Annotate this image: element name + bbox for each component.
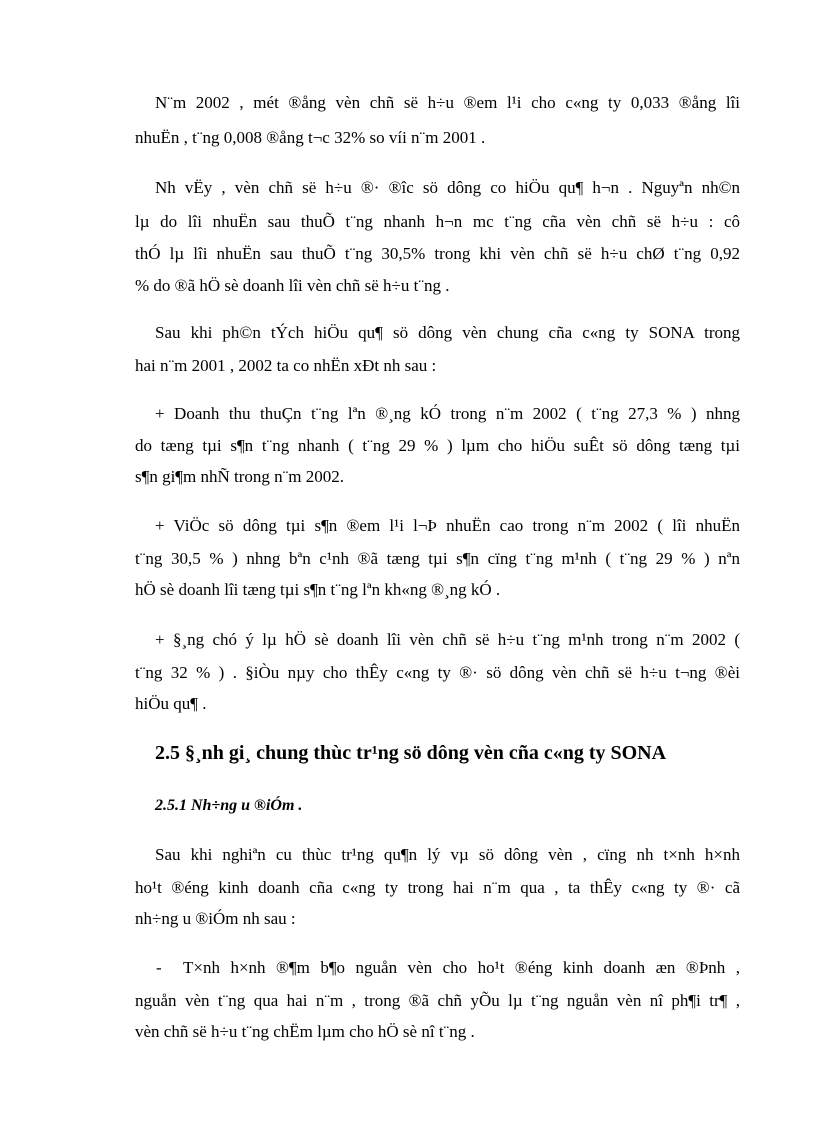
paragraph-2-line-2: lµ do lîi nhuËn sau thuÕ t¨ng nhanh h¬n mc t¨ng cña vèn chñ së h÷u : cô xyxy=(135,212,740,231)
paragraph-2-line-1: Nh vËy , vèn chñ së h÷u ®· ®îc sö dông co hiÖu qu¶ h¬n . Nguyªn nh©n xyxy=(155,178,740,197)
paragraph-6-line-2: t¨ng 32 % ) . §iÒu nµy cho thÊy c«ng ty ®· sö dông vèn chñ së h÷u t¬ng ®èi xyxy=(135,663,740,682)
paragraph-5-line-2: t¨ng 30,5 % ) nhng bªn c¹nh ®ã tæng tµi s¶n cïng t¨ng m¹nh ( t¨ng 29 % ) nªn xyxy=(135,549,740,568)
section-heading: 2.5 §¸nh gi¸ chung thùc tr¹ng sö dông vèn cña c«ng ty SONA xyxy=(155,742,667,764)
paragraph-5-line-3: hÖ sè doanh lîi tæng tµi s¶n t¨ng lªn kh«ng ®¸ng kÓ . xyxy=(135,580,501,599)
paragraph-4-line-3: s¶n gi¶m nhÑ trong n¨m 2002. xyxy=(135,467,345,486)
bullet-line-3: vèn chñ së h÷u t¨ng chËm lµm cho hÖ sè nî t¨ng . xyxy=(135,1022,475,1041)
paragraph-7-line-3: nh÷ng u ®iÓm nh sau : xyxy=(135,909,296,928)
bullet-dash: - xyxy=(156,958,162,977)
paragraph-6-line-1: + §¸ng chó ý lµ hÖ sè doanh lîi vèn chñ së h÷u t¨ng m¹nh trong n¨m 2002 ( xyxy=(155,630,740,649)
paragraph-6-line-3: hiÖu qu¶ . xyxy=(135,694,207,713)
bullet-line-1: T×nh h×nh ®¶m b¶o nguån vèn cho ho¹t ®éng kinh doanh æn ®Þnh , xyxy=(183,958,740,977)
paragraph-3-line-2: hai n¨m 2001 , 2002 ta co nhËn xÐt nh sau : xyxy=(135,356,437,375)
paragraph-5-line-1: + ViÖc sö dông tµi s¶n ®em l¹i l¬Þ nhuËn cao trong n¨m 2002 ( lîi nhuËn xyxy=(155,516,740,535)
paragraph-4-line-1: + Doanh thu thuÇn t¨ng lªn ®¸ng kÓ trong n¨m 2002 ( t¨ng 27,3 % ) nhng xyxy=(155,404,740,423)
paragraph-4-line-2: do tæng tµi s¶n t¨ng nhanh ( t¨ng 29 % ) lµm cho hiÖu suÊt sö dông tæng tµi xyxy=(135,436,740,455)
paragraph-7-line-2: ho¹t ®éng kinh doanh cña c«ng ty trong hai n¨m qua , ta thÊy c«ng ty ®· cã xyxy=(135,878,740,897)
subsection-heading: 2.5.1 Nh÷ng u ®iÓm . xyxy=(155,797,303,814)
paragraph-1-line-2: nhuËn , t¨ng 0,008 ®ång t¬c 32% so víi n¨m 2001 . xyxy=(135,128,486,147)
paragraph-7-line-1: Sau khi nghiªn cu thùc tr¹ng qu¶n lý vµ sö dông vèn , cïng nh t×nh h×nh xyxy=(155,845,740,864)
paragraph-1-line-1: N¨m 2002 , mét ®ång vèn chñ së h÷u ®em l¹i cho c«ng ty 0,033 ®ång lîi xyxy=(155,93,740,112)
bullet-line-2: nguån vèn t¨ng qua hai n¨m , trong ®ã chñ yÕu lµ t¨ng nguån vèn nî ph¶i tr¶ , xyxy=(135,991,740,1010)
paragraph-2-line-4: % do ®ã hÖ sè doanh lîi vèn chñ së h÷u t¨ng . xyxy=(135,276,450,295)
paragraph-3-line-1: Sau khi ph©n tÝch hiÖu qu¶ sö dông vèn chung cña c«ng ty SONA trong xyxy=(155,323,740,342)
paragraph-2-line-3: thÓ lµ lîi nhuËn sau thuÕ t¨ng 30,5% trong khi vèn chñ së h÷u chØ t¨ng 0,92 xyxy=(135,244,740,263)
